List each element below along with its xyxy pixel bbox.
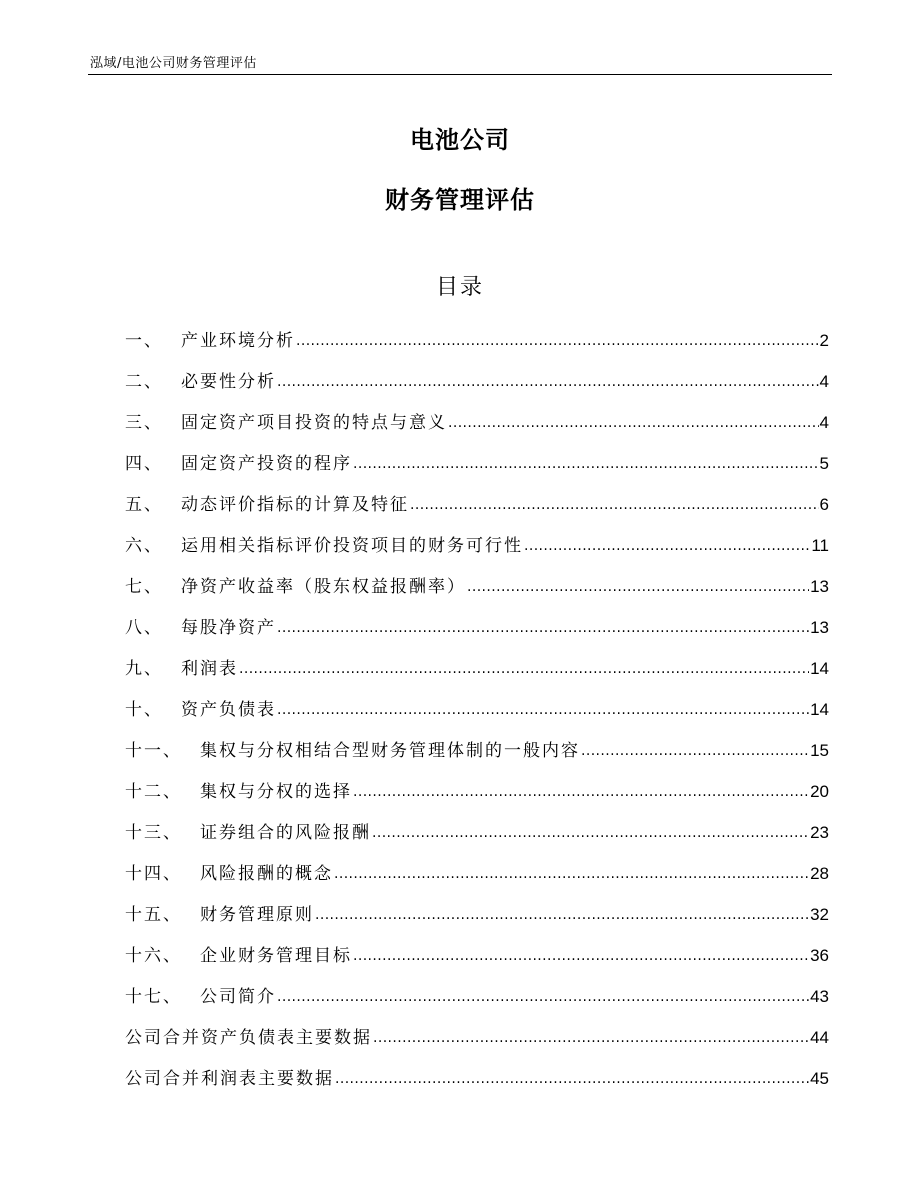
toc-entry-page: 28	[810, 864, 829, 883]
toc-entry-title: 净资产收益率（股东权益报酬率）	[181, 577, 466, 597]
toc-entry-number: 十、	[125, 700, 163, 720]
toc-entry-title: 公司简介	[200, 987, 276, 1007]
toc-entry-page: 5	[819, 454, 829, 473]
toc-entry-number: 十六、	[125, 946, 182, 966]
toc-dot-leader	[334, 864, 809, 884]
toc-entry-title: 风险报酬的概念	[200, 864, 333, 884]
toc-entry-number: 五、	[125, 495, 163, 515]
toc-entry-page: 4	[819, 413, 829, 432]
toc-dot-leader	[410, 495, 819, 515]
toc-entry[interactable]	[125, 851, 829, 892]
toc-entry[interactable]	[125, 1015, 829, 1056]
toc-entry-title: 固定资产项目投资的特点与意义	[181, 413, 447, 433]
toc-dot-leader	[239, 659, 809, 679]
toc-entry-number: 一、	[125, 331, 163, 351]
page-header-breadcrumb: 泓域/电池公司财务管理评估	[90, 56, 257, 71]
toc-entry[interactable]	[125, 441, 829, 482]
toc-entry-number: 七、	[125, 577, 163, 597]
toc-entry-title: 每股净资产	[181, 618, 276, 638]
toc-entry-title: 财务管理原则	[200, 905, 314, 925]
toc-entry-number: 十三、	[125, 823, 182, 843]
toc-dot-leader	[315, 905, 809, 925]
toc-entry-number: 四、	[125, 454, 163, 474]
toc-heading: 目录	[435, 275, 484, 300]
toc-dot-leader	[353, 454, 819, 474]
toc-entry[interactable]	[125, 974, 829, 1015]
toc-dot-leader	[353, 946, 809, 966]
toc-entry-title: 固定资产投资的程序	[181, 454, 352, 474]
toc-entry-page: 14	[810, 700, 829, 719]
header-divider	[88, 74, 832, 75]
toc-entry-title: 公司合并资产负债表主要数据	[125, 1028, 372, 1048]
toc-entry[interactable]	[125, 810, 829, 851]
toc-dot-leader	[353, 782, 809, 802]
toc-entry-title: 动态评价指标的计算及特征	[181, 495, 409, 515]
toc-entry[interactable]	[125, 728, 829, 769]
toc-dot-leader	[581, 741, 809, 761]
toc-entry-page: 14	[810, 659, 829, 678]
toc-entry-number: 十二、	[125, 782, 182, 802]
toc-entry-title: 证券组合的风险报酬	[200, 823, 371, 843]
toc-entry-title: 资产负债表	[181, 700, 276, 720]
toc-entry-title: 产业环境分析	[181, 331, 295, 351]
toc-entry-page: 2	[819, 331, 829, 350]
toc-entry-page: 32	[810, 905, 829, 924]
toc-entry-page: 23	[810, 823, 829, 842]
toc-dot-leader	[372, 823, 809, 843]
toc-dot-leader	[373, 1028, 809, 1048]
toc-dot-leader	[296, 331, 819, 351]
toc-dot-leader	[335, 1069, 809, 1089]
toc-entry[interactable]	[125, 605, 829, 646]
toc-entry[interactable]	[125, 769, 829, 810]
toc-dot-leader	[524, 536, 810, 556]
toc-entry[interactable]	[125, 359, 829, 400]
table-of-contents	[125, 318, 829, 1097]
toc-entry[interactable]	[125, 933, 829, 974]
toc-entry-title: 集权与分权的选择	[200, 782, 352, 802]
toc-entry[interactable]	[125, 523, 829, 564]
toc-entry-number: 六、	[125, 536, 163, 556]
toc-entry[interactable]	[125, 564, 829, 605]
toc-dot-leader	[277, 987, 809, 1007]
toc-entry-number: 九、	[125, 659, 163, 679]
toc-entry-page: 44	[810, 1028, 829, 1047]
toc-entry-number: 二、	[125, 372, 163, 392]
toc-entry[interactable]	[125, 318, 829, 359]
toc-entry-page: 15	[810, 741, 829, 760]
toc-entry[interactable]	[125, 482, 829, 523]
toc-entry[interactable]	[125, 892, 829, 933]
toc-entry[interactable]	[125, 687, 829, 728]
toc-dot-leader	[277, 372, 819, 392]
toc-dot-leader	[467, 577, 809, 597]
toc-entry-title: 集权与分权相结合型财务管理体制的一般内容	[200, 741, 580, 761]
toc-entry-page: 36	[810, 946, 829, 965]
toc-entry-number: 八、	[125, 618, 163, 638]
toc-entry-page: 11	[811, 536, 829, 555]
toc-dot-leader	[277, 618, 809, 638]
document-title: 电池公司	[410, 126, 510, 154]
toc-entry-page: 43	[810, 987, 829, 1006]
toc-entry-title: 必要性分析	[181, 372, 276, 392]
toc-entry-title: 企业财务管理目标	[200, 946, 352, 966]
toc-entry[interactable]	[125, 1056, 829, 1097]
toc-entry-number: 十一、	[125, 741, 182, 761]
toc-entry[interactable]	[125, 646, 829, 687]
toc-entry-title: 公司合并利润表主要数据	[125, 1069, 334, 1089]
document-subtitle: 财务管理评估	[385, 186, 535, 214]
toc-entry-number: 十七、	[125, 987, 182, 1007]
toc-entry-number: 三、	[125, 413, 163, 433]
toc-entry-number: 十五、	[125, 905, 182, 925]
toc-entry-page: 45	[810, 1069, 829, 1088]
toc-entry-title: 利润表	[181, 659, 238, 679]
toc-dot-leader	[277, 700, 809, 720]
toc-dot-leader	[448, 413, 819, 433]
toc-entry-page: 4	[819, 372, 829, 391]
toc-entry-page: 13	[810, 577, 829, 596]
toc-entry[interactable]	[125, 400, 829, 441]
toc-entry-page: 13	[810, 618, 829, 637]
toc-entry-title: 运用相关指标评价投资项目的财务可行性	[181, 536, 523, 556]
toc-entry-page: 20	[810, 782, 829, 801]
toc-entry-page: 6	[819, 495, 829, 514]
toc-entry-number: 十四、	[125, 864, 182, 884]
